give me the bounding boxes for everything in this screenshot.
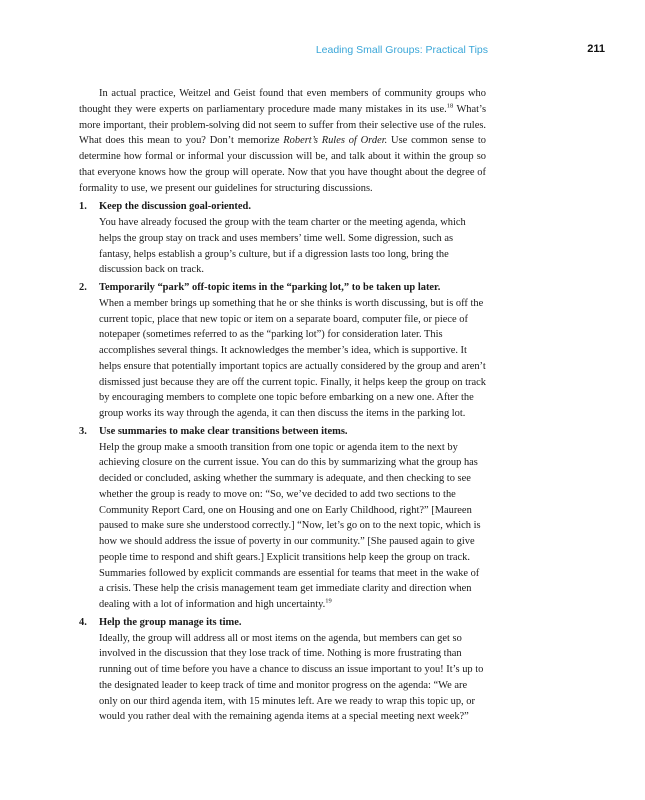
guideline-heading: Temporarily “park” off-topic items in the “parking lot,” to be taken up later. — [99, 282, 441, 293]
page-body — [79, 86, 486, 727]
guideline-item-3 — [79, 424, 486, 613]
running-title: Leading Small Groups: Practical Tips — [315, 44, 488, 56]
guideline-number: 4. — [79, 616, 87, 628]
intro-text-1: In actual practice, Weitzel and Geist found that even members of community groups who thought they were experts on parliamentary procedure made many mistakes in its use. — [79, 88, 486, 115]
page-number: 211 — [587, 43, 605, 55]
guideline-text-body: Help the group make a smooth transition from one topic or agenda item to the next by achieving closure on the current issue. You can do this by summarizing what the group has decided or concluded, asking whether the summary is adequate, and then checking to see whether the group is ready to move on: “So, we’ve decided to add two sections to the Community Report Card, one on Housing and one on Early Childhood, right?” [Maureen paused to make sure she understood correctly.] “Now, let’s go on to the next topic, which is how we should address the issue of poverty in our community.” [She paused again to give people time to respond and shift gears.] Explicit transitions help keep the group on track. Summaries followed by explicit commands are essential for teams that meet in the wake of a crisis. These help the crisis management team get immediate clarity and direction when dealing with a lot of information and high uncertainty. — [99, 441, 481, 610]
footnote-ref-19: 19 — [325, 597, 332, 605]
running-head — [0, 44, 645, 58]
footnote-ref-18: 18 — [446, 102, 454, 110]
guideline-item-4 — [79, 615, 486, 725]
intro-text-2: What’s more important, their problem-solving did not seem to suffer from their selective use of the rules. What does this mean to you? Don’t memorize — [79, 103, 487, 147]
guideline-number: 2. — [79, 282, 87, 293]
guideline-number: 3. — [79, 425, 87, 437]
guideline-item-1 — [79, 199, 486, 278]
intro-text-3: Use common sense to determine how formal or informal your discussion will be, and talk about it within the group so that everyone knows how the group will operate. Now that you have thought about the degree of formality to use, we present our guidelines for structuring discussions. — [79, 135, 486, 194]
guideline-text: You have already focused the group with the team charter or the meeting agenda, which helps the group stay on track and uses members’ time well. Some digression, such as fantasy, helps establish a group’s culture, but if a digression lasts too long, bring the discussion back on track. — [99, 217, 466, 276]
guideline-text: When a member brings up something that he or she thinks is worth discussing, but is off the current topic, place that new topic or item on a separate board, computer file, or piece of notepaper (sometimes referred to as the “parking lot”) for consideration later. This accomplishes several things. It acknowledges the member’s idea, which is supportive. It helps ensure that potentially important topics are actually considered by the group and aren’t dismissed just because they are off the current topic. Finally, it helps keep the group on track by encouraging members to complete one topic before embarking on a new one. After the group works its way through the agenda, it can then discuss the items in the parking lot. — [99, 297, 486, 419]
guideline-heading: Keep the discussion goal-oriented. — [99, 201, 251, 213]
guideline-heading: Help the group manage its time. — [99, 616, 242, 628]
book-title: Robert’s Rules of Order. — [283, 135, 388, 147]
guideline-number: 1. — [79, 201, 87, 213]
guideline-item-2 — [79, 280, 486, 422]
guideline-heading: Use summaries to make clear transitions between items. — [99, 425, 348, 437]
intro-paragraph — [79, 86, 486, 196]
guideline-text: Ideally, the group will address all or most items on the agenda, but members can get so involved in the discussion that they lose track of time. Nothing is more frustrating than running out of time before you have a chance to discuss an issue important to you! It’s up to the designated leader to keep track of time and monitor progress on the agenda: “We are only on our third agenda item, with 15 minutes left. Are we ready to wrap this topic up, or would you rather deal with the remaining agenda items at a special meeting next week?” — [99, 632, 484, 723]
guideline-text — [99, 440, 486, 613]
